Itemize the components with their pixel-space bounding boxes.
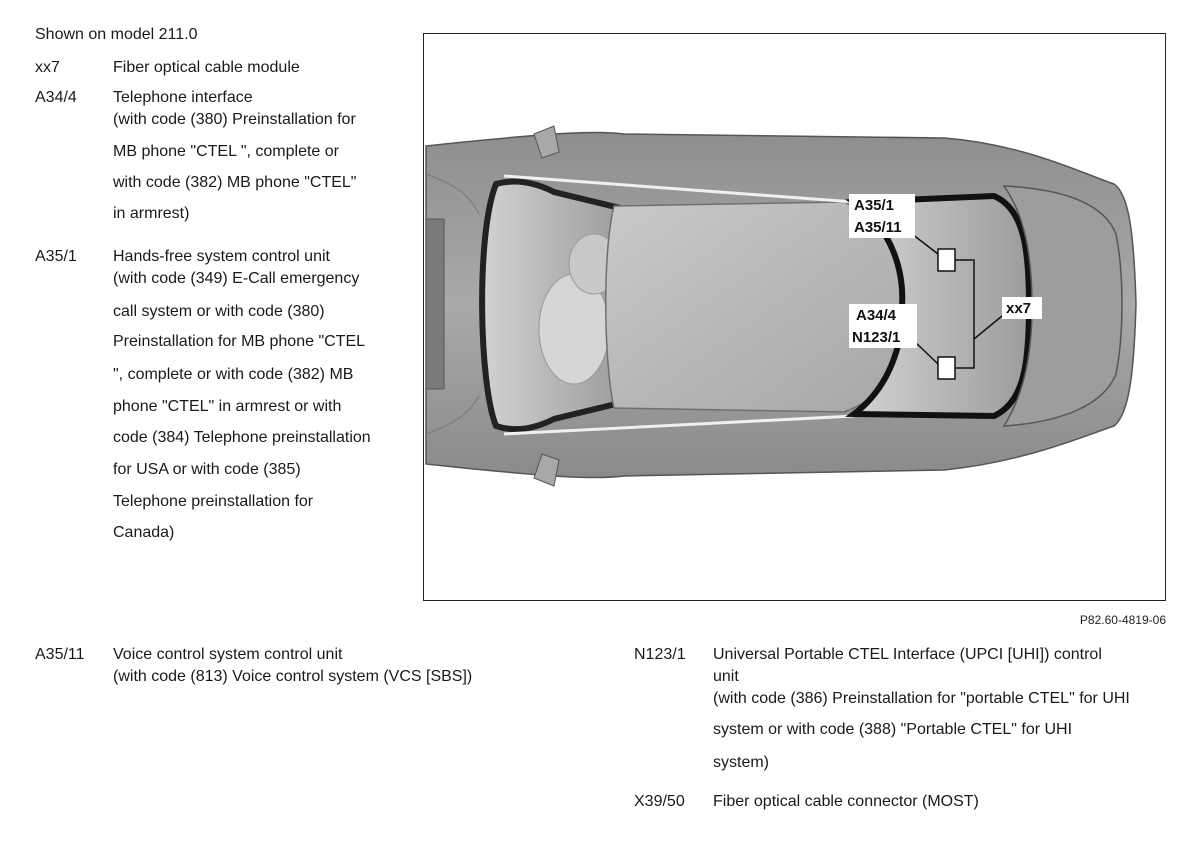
legend-description [113,57,403,79]
legend-line: MB phone "CTEL ", complete or [113,143,339,160]
legend-line: with code (382) MB phone "CTEL" [113,174,357,191]
legend-line: for USA or with code (385) [113,461,301,478]
legend-line: (with code (813) Voice control system (VCS [SBS]) [113,668,473,685]
label-a34-4: A34/4 [856,307,897,324]
label-a35-1: A35/1 [854,197,895,214]
component-box-a35 [938,249,955,271]
legend-line: unit [713,668,739,685]
figure-reference-id: P82.60-4819-06 [1079,613,1166,627]
legend-line: Fiber optical cable connector (MOST) [713,793,979,810]
legend-line: Preinstallation for MB phone "CTEL [113,333,366,350]
car-top-view-illustration [424,34,1165,600]
legend-code: X39/50 [634,793,685,810]
legend-code: xx7 [35,59,60,76]
legend-code: A35/1 [35,248,77,265]
legend-line: phone "CTEL" in armrest or with [113,398,342,415]
legend-line: (with code (386) Preinstallation for "portable CTEL" for UHI [713,690,1130,707]
legend-code: N123/1 [634,646,686,663]
legend-line: Voice control system control unit [113,646,343,663]
legend-line: Hands-free system control unit [113,248,330,265]
legend-line: Canada) [113,524,175,541]
label-a35-11: A35/11 [854,219,902,236]
legend-line: in armrest) [113,205,190,222]
legend-line: (with code (349) E-Call emergency [113,270,360,287]
legend-line: Fiber optical cable module [113,59,300,76]
label-xx7: xx7 [1006,300,1032,317]
legend-line: ", complete or with code (382) MB [113,366,354,383]
car-location-figure [423,33,1166,601]
legend-code: A34/4 [35,89,77,106]
legend-line: (with code (380) Preinstallation for [113,111,356,128]
legend-line: Telephone preinstallation for [113,493,314,510]
legend-line: Telephone interface [113,89,253,106]
legend-line: code (384) Telephone preinstallation [113,429,371,446]
shown-on-model: Shown on model 211.0 [35,26,198,43]
legend-description [113,644,593,688]
front-grille [426,219,444,389]
legend-line: Universal Portable CTEL Interface (UPCI [UHI]) control [713,646,1102,663]
legend-line: call system or with code (380) [113,303,325,320]
legend-line: system or with code (388) "Portable CTEL" for UHI [713,721,1073,738]
legend-description [713,791,1173,813]
component-box-a34 [938,357,955,379]
legend-line: system) [713,754,769,771]
legend-code: A35/11 [35,646,85,663]
label-n123-1: N123/1 [852,329,901,346]
